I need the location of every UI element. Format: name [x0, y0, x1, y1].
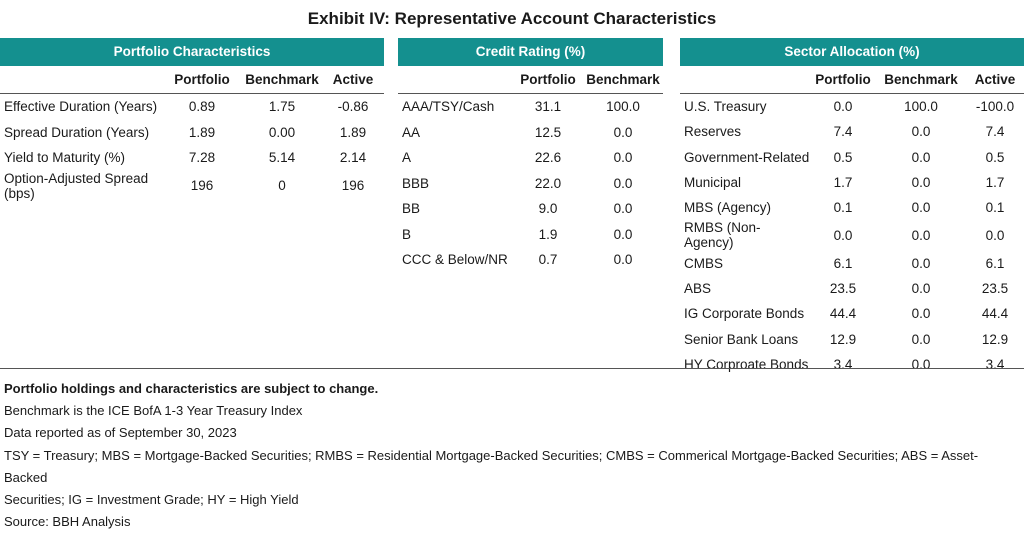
- cell-benchmark: 0.0: [911, 124, 931, 140]
- cell-benchmark: 0.0: [613, 175, 633, 191]
- table-row: [680, 94, 1024, 120]
- sector-allocation-table: [680, 66, 1024, 377]
- column-header-portfolio: Portfolio: [810, 66, 876, 94]
- cell-portfolio: 31.1: [534, 99, 562, 115]
- portfolio-characteristics-table: [0, 66, 384, 201]
- cell-portfolio: 1.7: [833, 175, 853, 191]
- cell-active: 7.4: [985, 124, 1005, 140]
- table-row: [680, 326, 1024, 351]
- table-row: [398, 171, 663, 197]
- table-row: [398, 94, 663, 120]
- table-row: [680, 352, 1024, 377]
- column-header-benchmark: Benchmark: [242, 66, 322, 94]
- table-row: [398, 145, 663, 171]
- cell-portfolio: 22.6: [534, 150, 562, 166]
- cell-benchmark: 0.0: [911, 255, 931, 271]
- cell-active: -0.86: [337, 99, 369, 115]
- cell-active: 196: [341, 178, 365, 193]
- table-row: [680, 301, 1024, 326]
- cell-benchmark: 100.0: [904, 99, 938, 115]
- cell-benchmark: 0.0: [911, 227, 931, 243]
- cell-label: BB: [402, 201, 421, 217]
- table-row: [398, 247, 663, 273]
- cell-portfolio: 1.9: [538, 226, 558, 242]
- cell-portfolio: 12.5: [534, 124, 562, 140]
- cell-active: 0.5: [985, 149, 1005, 165]
- cell-label: Option-Adjusted Spread (bps): [4, 170, 149, 201]
- cell-benchmark: 0.0: [613, 124, 633, 140]
- cell-benchmark: 0.0: [911, 280, 931, 296]
- table-header-row: [398, 66, 663, 94]
- credit-rating-header: Credit Rating (%): [398, 38, 663, 66]
- table-row: [0, 145, 384, 171]
- cell-label: Yield to Maturity (%): [4, 150, 126, 166]
- table-row: [398, 120, 663, 146]
- cell-benchmark: 0.0: [911, 331, 931, 347]
- table-header-row: [680, 66, 1024, 94]
- cell-label: AA: [402, 124, 421, 140]
- cell-portfolio: 12.9: [829, 331, 857, 347]
- column-header-portfolio: Portfolio: [513, 66, 583, 94]
- table-row: [0, 171, 384, 201]
- credit-rating-panel: [398, 38, 663, 273]
- cell-portfolio: 23.5: [829, 280, 857, 296]
- cell-label: ABS: [684, 280, 712, 296]
- cell-label: Senior Bank Loans: [684, 331, 799, 347]
- cell-portfolio: 22.0: [534, 175, 562, 191]
- cell-benchmark: 0.0: [613, 226, 633, 242]
- abbreviations-note-line-2: Securities; IG = Investment Grade; HY = High Yield: [4, 492, 299, 508]
- cell-active: -100.0: [975, 99, 1015, 115]
- table-row: [398, 196, 663, 222]
- cell-benchmark: 5.14: [268, 150, 296, 166]
- column-header-active: Active: [966, 66, 1024, 94]
- table-row: [680, 220, 1024, 250]
- benchmark-note: Benchmark is the ICE BofA 1-3 Year Treasury Index: [4, 403, 303, 419]
- cell-benchmark: 0: [278, 178, 286, 193]
- cell-label: Municipal: [684, 175, 742, 191]
- cell-portfolio: 7.28: [188, 150, 216, 166]
- cell-portfolio: 0.0: [833, 227, 853, 243]
- cell-portfolio: 0.1: [833, 200, 853, 216]
- cell-label: BBB: [402, 175, 430, 191]
- cell-benchmark: 100.0: [606, 99, 640, 115]
- cell-active: 1.7: [985, 175, 1005, 191]
- cell-portfolio: 0.5: [833, 149, 853, 165]
- cell-label: RMBS (Non-Agency): [684, 220, 761, 251]
- cell-active: 2.14: [339, 150, 367, 166]
- cell-active: 0.1: [985, 200, 1005, 216]
- cell-label: CMBS: [684, 255, 724, 271]
- cell-benchmark: 1.75: [268, 99, 296, 115]
- table-row: [398, 222, 663, 248]
- column-header-active: Active: [322, 66, 384, 94]
- notes-divider: [0, 368, 1024, 369]
- column-header-label: [0, 66, 162, 94]
- cell-label: B: [402, 226, 412, 242]
- cell-benchmark: 0.0: [613, 201, 633, 217]
- cell-label: IG Corporate Bonds: [684, 306, 805, 322]
- cell-label: U.S. Treasury: [684, 99, 767, 115]
- cell-label: AAA/TSY/Cash: [402, 99, 495, 115]
- cell-benchmark: 0.0: [911, 200, 931, 216]
- cell-label: HY Corproate Bonds: [684, 356, 809, 372]
- cell-active: 12.9: [981, 331, 1009, 347]
- cell-portfolio: 196: [190, 178, 214, 193]
- cell-benchmark: 0.0: [911, 149, 931, 165]
- column-header-benchmark: Benchmark: [583, 66, 663, 94]
- column-header-portfolio: Portfolio: [162, 66, 242, 94]
- cell-portfolio: 1.89: [188, 124, 216, 140]
- table-row: [680, 250, 1024, 275]
- cell-portfolio: 0.89: [188, 99, 216, 115]
- cell-active: 1.89: [339, 124, 367, 140]
- cell-label: Reserves: [684, 124, 742, 140]
- column-header-label: [398, 66, 513, 94]
- table-header-row: [0, 66, 384, 94]
- cell-active: 23.5: [981, 280, 1009, 296]
- cell-label: MBS (Agency): [684, 200, 772, 216]
- table-row: [0, 94, 384, 120]
- cell-active: 0.0: [985, 227, 1005, 243]
- cell-active: 3.4: [985, 356, 1005, 372]
- cell-benchmark: 0.0: [613, 150, 633, 166]
- cell-label: CCC & Below/NR: [402, 252, 508, 268]
- cell-portfolio: 0.0: [833, 99, 853, 115]
- cell-portfolio: 7.4: [833, 124, 853, 140]
- table-row: [680, 145, 1024, 170]
- column-header-label: [680, 66, 810, 94]
- portfolio-characteristics-header: Portfolio Characteristics: [0, 38, 384, 66]
- column-header-benchmark: Benchmark: [876, 66, 966, 94]
- cell-active: 44.4: [981, 306, 1009, 322]
- table-row: [680, 195, 1024, 220]
- table-row: [680, 119, 1024, 144]
- cell-portfolio: 0.7: [538, 252, 558, 268]
- cell-portfolio: 44.4: [829, 306, 857, 322]
- cell-benchmark: 0.0: [613, 252, 633, 268]
- cell-portfolio: 9.0: [538, 201, 558, 217]
- cell-portfolio: 6.1: [833, 255, 853, 271]
- source-note: Source: BBH Analysis: [4, 514, 131, 530]
- cell-label: Spread Duration (Years): [4, 124, 150, 140]
- portfolio-characteristics-panel: [0, 38, 384, 201]
- abbreviations-note-line-1: TSY = Treasury; MBS = Mortgage-Backed Securities; RMBS = Residential Mortgage-Backed Securities; CMBS = Commerical Mortgage-Backed Securities; ABS = Asset-Backed: [4, 447, 979, 485]
- table-row: [680, 170, 1024, 195]
- cell-benchmark: 0.0: [911, 175, 931, 191]
- cell-label: A: [402, 150, 412, 166]
- table-row: [680, 276, 1024, 301]
- cell-benchmark: 0.00: [268, 124, 296, 140]
- as-of-note: Data reported as of September 30, 2023: [4, 425, 237, 441]
- disclaimer-note: Portfolio holdings and characteristics are subject to change.: [4, 381, 379, 396]
- credit-rating-table: [398, 66, 663, 273]
- sector-allocation-header: Sector Allocation (%): [680, 38, 1024, 66]
- table-row: [0, 120, 384, 146]
- footnotes: [4, 378, 1020, 533]
- cell-portfolio: 3.4: [833, 356, 853, 372]
- sector-allocation-panel: [680, 38, 1024, 377]
- exhibit-title: Exhibit IV: Representative Account Characteristics: [307, 9, 717, 28]
- cell-benchmark: 0.0: [911, 356, 931, 372]
- cell-active: 6.1: [985, 255, 1005, 271]
- cell-label: Government-Related: [684, 149, 810, 165]
- cell-benchmark: 0.0: [911, 306, 931, 322]
- cell-label: Effective Duration (Years): [4, 99, 158, 115]
